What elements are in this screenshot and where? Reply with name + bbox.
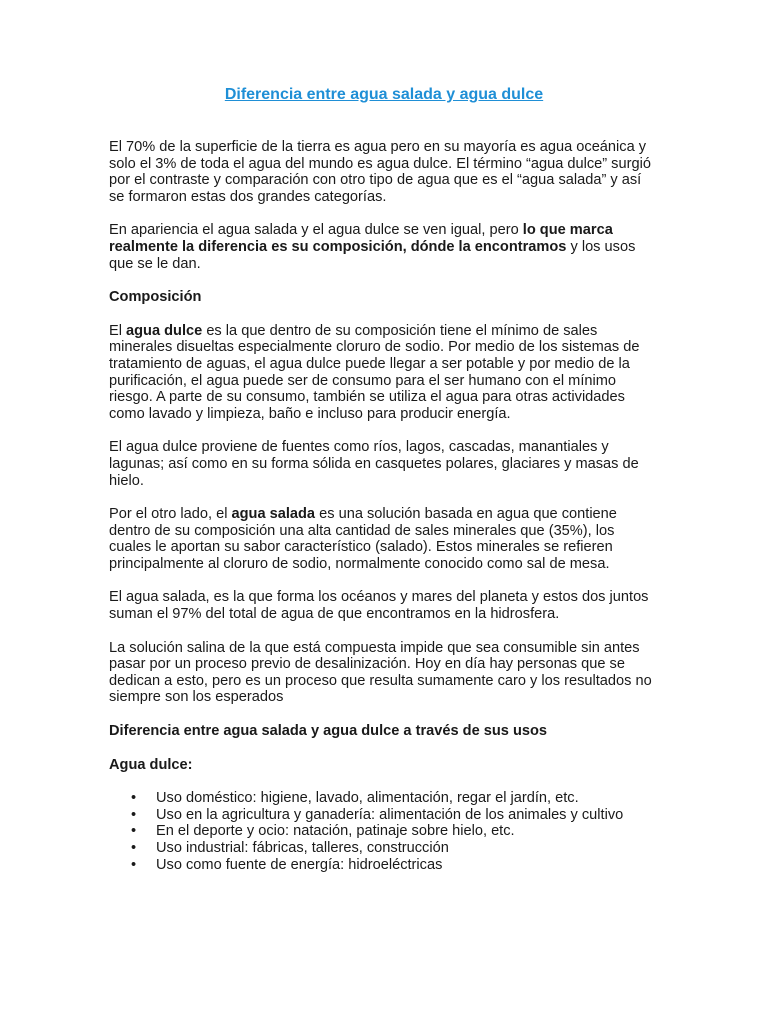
list-item-text: Uso como fuente de energía: hidroeléctricas <box>156 856 443 873</box>
paragraph-agua-salada <box>109 506 654 572</box>
document-title: Diferencia entre agua salada y agua dulce <box>224 86 544 103</box>
paragraph-agua-salada-start: Por el otro lado, el <box>109 506 232 523</box>
list-item-text: Uso doméstico: higiene, lavado, alimentación, regar el jardín, etc. <box>156 790 579 807</box>
paragraph-agua-salada-bold: agua salada <box>231 506 316 523</box>
paragraph-agua-dulce-bold: agua dulce <box>126 322 203 339</box>
list-item <box>109 857 654 874</box>
list-item-text: En el deporte y ocio: natación, patinaje sobre hielo, etc. <box>156 823 515 840</box>
bullet-icon: • <box>131 840 137 856</box>
list-item-text: Uso industrial: fábricas, talleres, construcción <box>156 840 449 856</box>
list-item <box>109 807 654 824</box>
paragraph-oceanos: El agua salada, es la que forma los océanos y mares del planeta y estos dos juntos suman el 97% del total de agua de que encontramos en la hidrosfera. <box>109 589 649 623</box>
paragraph-agua-dulce-text: es la que dentro de su composición tiene el mínimo de sales minerales disueltas especialmente cloruro de sodio. Por medio de los sistemas de tratamiento de aguas, el agua dulce puede llegar a ser potable y por medio de la purificación, el agua puede ser de consumo para el ser humano con el mínimo riesgo. A parte de su consumo, también se utiliza el agua para otras actividades como lavado y limpieza, baño e incluso para producir energía. <box>109 322 640 422</box>
paragraph-apariencia-bold: lo que marca realmente la diferencia es su composición, dónde la encontramos <box>109 222 613 255</box>
heading-agua-dulce: Agua dulce: <box>109 756 193 773</box>
bullet-icon: • <box>131 806 137 823</box>
uses-list <box>109 790 654 873</box>
heading-usos: Diferencia entre agua salada y agua dulce a través de sus usos <box>109 723 548 740</box>
paragraph-agua-salada-text: es una solución basada en agua que contiene dentro de su composición una alta cantidad de sales minerales que (35%), los cuales le aportan su sabor característico (salado). Estos minerales se refieren principalmente al cloruro de sodio, normalmente conocido como sal de mesa. <box>109 506 617 572</box>
paragraph-agua-dulce <box>109 323 654 423</box>
document-body <box>109 139 654 873</box>
paragraph-apariencia <box>109 222 654 272</box>
paragraph-intro: El 70% de la superficie de la tierra es agua pero en su mayoría es agua oceánica y solo el 3% de toda el agua del mundo es agua dulce. El término “agua dulce” surgió por el contraste y comparación con otro tipo de agua que es el “agua salada” y así se formaron estas dos grandes categorías. <box>109 139 651 205</box>
bullet-icon: • <box>131 823 137 840</box>
paragraph-apariencia-end: y los usos que se le dan. <box>109 238 636 272</box>
bullet-icon: • <box>131 856 137 873</box>
paragraph-agua-dulce-start: El <box>109 322 127 339</box>
paragraph-desalinizacion: La solución salina de la que está compuesta impide que sea consumible sin antes pasar por un proceso previo de desalinización. Hoy en día hay personas que se dedican a esto, pero es un proceso que resulta sumamente caro y los resultados no siempre son los esperados <box>109 639 652 706</box>
list-item <box>109 823 654 840</box>
bullet-icon: • <box>131 790 137 807</box>
heading-composicion: Composición <box>109 289 202 306</box>
list-item <box>109 790 654 807</box>
list-item-text: Uso en la agricultura y ganadería: alimentación de los animales y cultivo <box>156 806 624 823</box>
paragraph-fuentes: El agua dulce proviene de fuentes como ríos, lagos, cascadas, manantiales y lagunas; así como en su forma sólida en casquetes polares, glaciares y masas de hielo. <box>109 439 639 489</box>
paragraph-apariencia-text: En apariencia el agua salada y el agua dulce se ven igual, pero <box>109 222 523 239</box>
list-item <box>109 840 654 857</box>
